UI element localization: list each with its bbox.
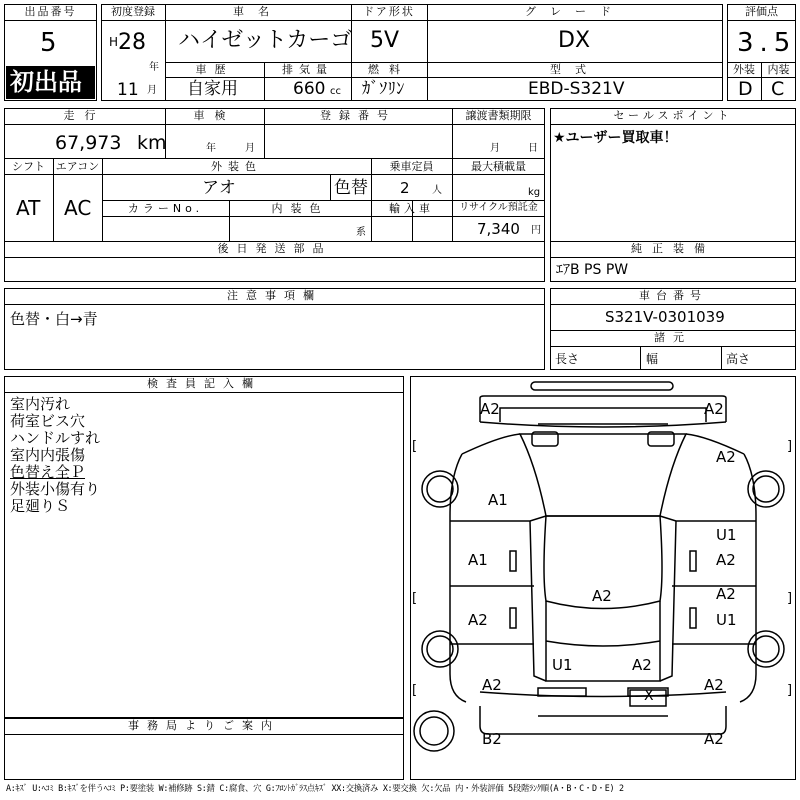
mileage-unit: km bbox=[137, 132, 167, 154]
later-parts-label: 後日発送部品 bbox=[217, 242, 332, 255]
inspector-note: 室内内張傷 bbox=[10, 446, 86, 464]
damage-mark: A2 bbox=[704, 730, 724, 748]
bracket-close: ] bbox=[787, 439, 793, 454]
damage-mark: A2 bbox=[468, 611, 488, 629]
transfer-label: 譲渡書類期限 bbox=[465, 109, 532, 122]
bracket-open: [ bbox=[412, 683, 418, 698]
mileage-label: 走行 bbox=[63, 109, 106, 122]
recycle: 7,340 bbox=[477, 220, 520, 238]
transfer-month-unit: 月 bbox=[490, 143, 500, 154]
color-change: 色替 bbox=[334, 178, 368, 198]
ac: AC bbox=[64, 196, 92, 220]
exterior-grade: D bbox=[738, 78, 753, 100]
mileage: 67,973 bbox=[55, 132, 122, 154]
spec-label: 諸元 bbox=[654, 331, 692, 344]
damage-mark: X bbox=[644, 688, 654, 704]
damage-mark: A1 bbox=[488, 491, 508, 509]
capacity-label: 乗車定員 bbox=[389, 160, 434, 173]
chassis-label: 車台番号 bbox=[639, 289, 707, 302]
spec-height: 高さ bbox=[726, 352, 751, 366]
car-outline bbox=[410, 376, 796, 780]
damage-mark: A2 bbox=[716, 585, 736, 603]
interior-grade: C bbox=[771, 78, 785, 100]
car-name: ハイゼットカーゴ bbox=[178, 28, 353, 53]
max-load-label: 最大積載量 bbox=[471, 160, 526, 173]
inspector-note: ハンドルすれ bbox=[10, 429, 101, 447]
spec-grid bbox=[4, 108, 545, 242]
reg-month: 11 bbox=[117, 80, 139, 100]
damage-mark: A2 bbox=[716, 551, 736, 569]
inspector-note: 色替え全Ｐ bbox=[10, 463, 86, 481]
bracket-open: [ bbox=[412, 591, 418, 606]
genuine: ｴｱB PS PW bbox=[556, 262, 629, 278]
ac-label: エアコン bbox=[55, 160, 100, 173]
displacement: 660 bbox=[293, 79, 326, 99]
chassis: S321V-0301039 bbox=[605, 308, 725, 326]
ext-color: アオ bbox=[202, 178, 236, 198]
damage-mark: B2 bbox=[482, 730, 502, 748]
bracket-close: ] bbox=[787, 683, 793, 698]
score-label: 評価点 bbox=[745, 5, 778, 18]
inspection-year-unit: 年 bbox=[206, 143, 216, 154]
import-label: 輸入車 bbox=[389, 202, 434, 215]
model-label: 型式 bbox=[550, 63, 600, 76]
fuel-label: 燃料 bbox=[368, 63, 410, 76]
history: 自家用 bbox=[187, 79, 238, 99]
office-label: 事務局よりご案内 bbox=[128, 719, 280, 732]
score: 3.5 bbox=[737, 28, 797, 58]
inspector-note: 足廻りＳ bbox=[10, 497, 71, 515]
inspection-label: 車検 bbox=[193, 109, 236, 122]
shift: AT bbox=[16, 196, 41, 220]
capacity: 2 bbox=[400, 179, 410, 197]
damage-mark: A2 bbox=[632, 656, 652, 674]
door: 5V bbox=[370, 28, 400, 53]
bracket-open: [ bbox=[412, 439, 418, 454]
first-reg-label: 初度登録 bbox=[111, 5, 155, 18]
grade: DX bbox=[558, 28, 591, 53]
inspector-notes bbox=[10, 396, 100, 515]
damage-mark: A1 bbox=[468, 551, 488, 569]
lot-number: 5 bbox=[40, 28, 57, 58]
inspector-note: 室内汚れ bbox=[10, 395, 71, 413]
damage-mark: U1 bbox=[552, 656, 573, 674]
displacement-label: 排気量 bbox=[282, 63, 333, 76]
fuel: ｶﾞｿﾘﾝ bbox=[362, 79, 405, 99]
car-diagram bbox=[410, 376, 796, 780]
recycle-unit: 円 bbox=[531, 225, 541, 236]
inspector-note: 外装小傷有り bbox=[10, 480, 101, 498]
color-no-label: カラーNo. bbox=[127, 202, 204, 215]
spec-length: 長さ bbox=[555, 352, 580, 366]
inspection-month-unit: 月 bbox=[245, 143, 255, 154]
genuine-label: 純正装備 bbox=[631, 242, 715, 255]
int-color-unit: 系 bbox=[356, 227, 366, 238]
damage-mark: A2 bbox=[592, 587, 612, 605]
transfer-day-unit: 日 bbox=[528, 143, 538, 154]
sales-label: セールスポイント bbox=[613, 109, 733, 122]
bracket-close: ] bbox=[787, 591, 793, 606]
history-label: 車歴 bbox=[195, 63, 234, 76]
inspector-note: 荷室ビス穴 bbox=[10, 412, 86, 430]
damage-mark: U1 bbox=[716, 526, 737, 544]
sales-point-box bbox=[550, 108, 796, 242]
reg-year: 28 bbox=[118, 30, 146, 55]
first-time-badge-text: 初出品 bbox=[10, 68, 82, 96]
recycle-label: リサイクル預託金 bbox=[459, 202, 538, 213]
caution-text: 色替・白→青 bbox=[10, 310, 98, 328]
damage-mark: A2 bbox=[716, 448, 736, 466]
damage-mark: U1 bbox=[716, 611, 737, 629]
ext-color-label: 外装色 bbox=[211, 160, 262, 173]
lot-label: 出品番号 bbox=[24, 5, 77, 18]
capacity-unit: 人 bbox=[432, 185, 442, 196]
damage-mark: A2 bbox=[704, 400, 724, 418]
legend: A:ｷｽﾞ U:ﾍｺﾐ B:ｷｽﾞを伴うﾍｺﾐ P:要塗装 W:補修跡 S:錆 C:腐食、穴 G:ﾌﾛﾝﾄｶﾞﾗｽ点ｷｽﾞ XX:交換済み X:要交換 欠:欠品 内・外装評価 5段階ﾗﾝｸ順(A・B・C・D・E) 2 bbox=[6, 783, 624, 793]
damage-mark: A2 bbox=[482, 676, 502, 694]
sales-point: ★ユーザー買取車！ bbox=[553, 130, 678, 146]
inspector-label: 検査員記入欄 bbox=[147, 377, 261, 390]
year-unit: 年 bbox=[149, 62, 159, 73]
int-color-label: 内装色 bbox=[271, 202, 329, 215]
plate-label: 登録番号 bbox=[320, 109, 396, 122]
spec-width: 幅 bbox=[646, 352, 659, 366]
caution-label: 注意事項欄 bbox=[227, 289, 322, 302]
damage-mark: A2 bbox=[480, 400, 500, 418]
max-load-unit: kg bbox=[528, 187, 541, 198]
car-name-label: 車名 bbox=[233, 5, 283, 18]
month-unit: 月 bbox=[147, 85, 157, 96]
grade-label: グレード bbox=[525, 5, 625, 18]
exterior-label: 外装 bbox=[733, 63, 755, 76]
door-label: ドア形状 bbox=[363, 5, 415, 18]
interior-label: 内装 bbox=[767, 63, 790, 76]
era: H bbox=[109, 35, 119, 49]
displacement-unit: cc bbox=[330, 86, 341, 97]
shift-label: シフト bbox=[12, 160, 45, 173]
damage-mark: A2 bbox=[704, 676, 724, 694]
model: EBD-S321V bbox=[528, 79, 625, 99]
